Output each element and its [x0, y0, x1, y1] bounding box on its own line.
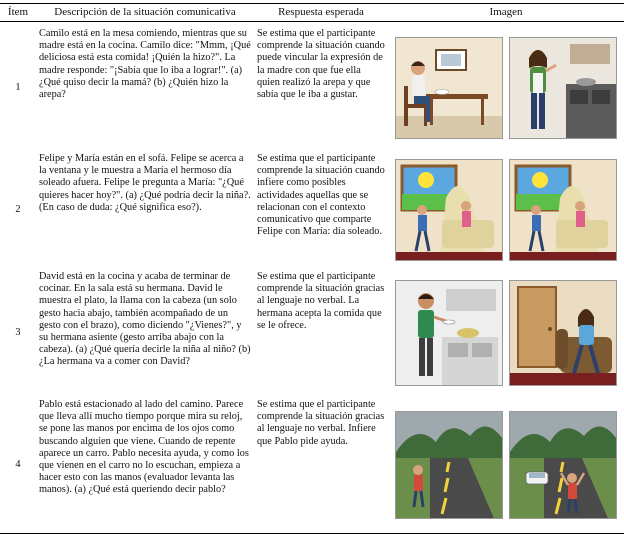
image-cell	[388, 269, 624, 397]
item-number: 4	[0, 397, 36, 534]
sunny-window-illustration	[509, 159, 617, 261]
situation-description: Felipe y María están en el sofá. Felipe se acerca a la ventana y le muestra a María el hermoso día soleado afuera. Felipe le pregunta a María: "¿Qué quieres hacer hoy?". (a) ¿Qué podría decir la niña?. (En caso de duda: ¿Qué significa eso?).	[39, 153, 251, 213]
expected-answer: Se estima que el participante comprende la situación gracias al lenguaje no verbal. La hermana acepta la comida que se le ofrece.	[257, 271, 385, 331]
image-cell	[388, 151, 624, 269]
image-cell	[388, 397, 624, 534]
header-item: Ítem	[0, 4, 36, 22]
table-row	[0, 22, 624, 152]
situation-description: Pablo está estacionado al lado del camino. Parece que lleva allí mucho tiempo porque mira su reloj, se pone las manos por encima de los ojos como buscando alguien que viene. Cuando de repente aparece un carro. Pablo necesita ayuda, y como los que vienen en el carro no lo escuchan, empieza a hacer esto con las manos (evaluador levanta las manos). (a) ¿Qué está queriendo decir pablo?	[36, 397, 254, 534]
situation-description: Camilo está en la mesa comiendo, mientras que su madre está en la cocina. Camilo dice: "Mmm, ¡Qué deliciosa está esta comida! ¡Quién la hizo?". La madre responde: "¡Sabía que lo iba a lograr!". (a) ¿Qué quiso decir la mamá? (b) ¿Quién hizo la arepa?	[39, 28, 251, 101]
expected-answer: Se estima que el participante comprende la situación cuando infiere como posibles actividades aquellas que se relacionan con el contexto comunicativo que comparte Felipe con María: día soleado.	[257, 153, 385, 238]
header-expected: Respuesta esperada	[254, 4, 388, 22]
header-image: Imagen	[388, 4, 624, 22]
pablo-on-road-illustration	[395, 411, 503, 519]
pablo-waving-car-illustration	[509, 411, 617, 519]
situation-description: David está en la cocina y acaba de terminar de cocinar. En la sala está su hermana. David le muestra el plato, la llama con la cabeza (un solo gesto hacia abajo, también acompañado de un gesto con el brazo), como diciendo "¿Vienes?", y su hermana asiente (gesto arriba abajo con la cabeza). (a) ¿Qué quería decirle la niña al niño? (b) ¿La hermana va a comer con David?	[39, 271, 251, 368]
communicative-situations-table	[0, 3, 624, 534]
table-row	[0, 269, 624, 397]
item-number: 1	[15, 82, 21, 94]
sister-on-sofa-illustration	[509, 280, 617, 386]
image-cell	[388, 22, 624, 152]
header-description: Descripción de la situación comunicativa	[36, 4, 254, 22]
expected-answer: Se estima que el participante comprende la situación gracias al lenguaje no verbal. Infiere que Pablo pide ayuda.	[254, 397, 388, 534]
table-row	[0, 151, 624, 269]
expected-answer: Se estima que el participante comprende la situación cuando puede vincular la expresión de la madre con que fue ella quien realizó la arepa y que sabía que le iba a gustar.	[257, 28, 385, 101]
table-row	[0, 397, 624, 534]
mother-in-kitchen-illustration	[509, 37, 617, 139]
boy-at-table-illustration	[395, 37, 503, 139]
david-in-kitchen-illustration	[395, 280, 503, 386]
table-header-row	[0, 4, 624, 22]
item-number: 3	[15, 326, 21, 338]
sunny-window-illustration	[395, 159, 503, 261]
item-number: 2	[15, 203, 21, 215]
